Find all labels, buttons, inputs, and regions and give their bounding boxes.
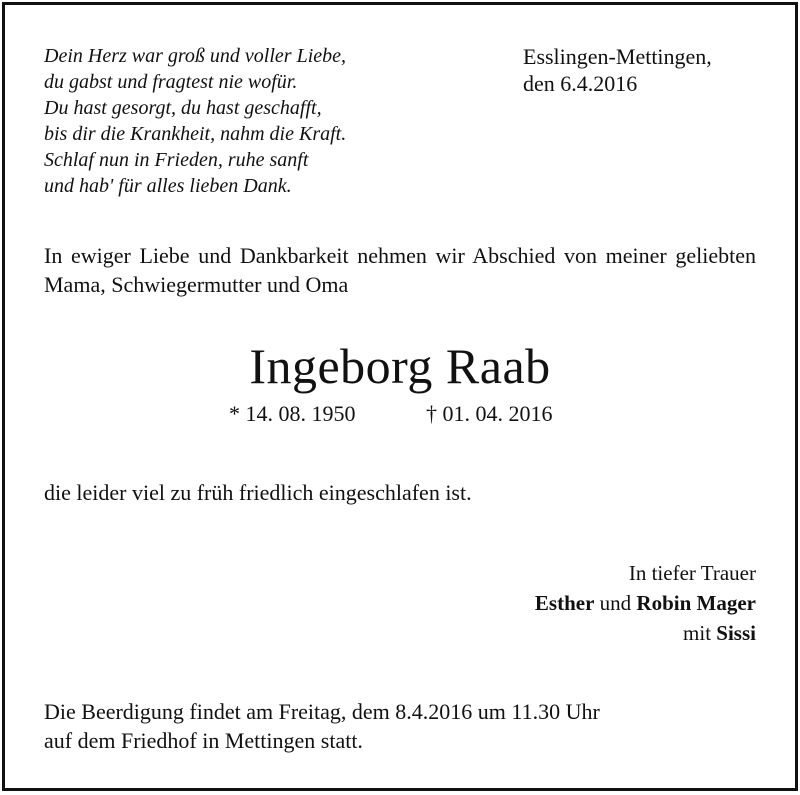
poem-line: du gabst und fragtest nie wofür. bbox=[44, 71, 298, 93]
funeral-info bbox=[44, 697, 756, 755]
funeral-line: Die Beerdigung findet am Freitag, dem 8.4.2016 um 11.30 Uhr bbox=[44, 699, 600, 724]
statement-text: die leider viel zu früh friedlich eingeschlafen ist. bbox=[44, 480, 472, 505]
poem-line: Dein Herz war groß und voller Liebe, bbox=[44, 45, 347, 67]
death-date: † 01. 04. 2016 bbox=[426, 401, 553, 426]
poem-line: Du hast gesorgt, du hast geschafft, bbox=[44, 97, 322, 119]
place: Esslingen-Mettingen, bbox=[523, 44, 712, 69]
deceased-name: Ingeborg Raab bbox=[249, 338, 551, 394]
birth-date: * 14. 08. 1950 bbox=[229, 401, 356, 426]
intro-text: In ewiger Liebe und Dankbarkeit nehmen wir Abschied von meiner geliebten Mama, Schwiegermutter und Oma bbox=[44, 243, 756, 297]
mourners-names bbox=[535, 588, 756, 618]
mourners-block bbox=[535, 558, 756, 648]
funeral-line: auf dem Friedhof in Mettingen statt. bbox=[44, 728, 363, 753]
poem-line: bis dir die Krankheit, nahm die Kraft. bbox=[44, 123, 347, 145]
mourning-heading: In tiefer Trauer bbox=[628, 561, 756, 585]
mourner-name: Esther bbox=[534, 591, 595, 615]
mourner-name: Sissi bbox=[716, 621, 756, 645]
mourners-with bbox=[535, 618, 756, 648]
with-word: mit bbox=[683, 621, 712, 645]
poem-line: Schlaf nun in Frieden, ruhe sanft bbox=[44, 149, 309, 171]
joiner-word: und bbox=[599, 591, 632, 615]
date: den 6.4.2016 bbox=[523, 71, 638, 96]
poem-line: und hab' für alles lieben Dank. bbox=[44, 175, 292, 197]
mourner-name: Robin Mager bbox=[636, 591, 756, 615]
poem bbox=[44, 43, 346, 199]
place-date bbox=[523, 43, 712, 97]
